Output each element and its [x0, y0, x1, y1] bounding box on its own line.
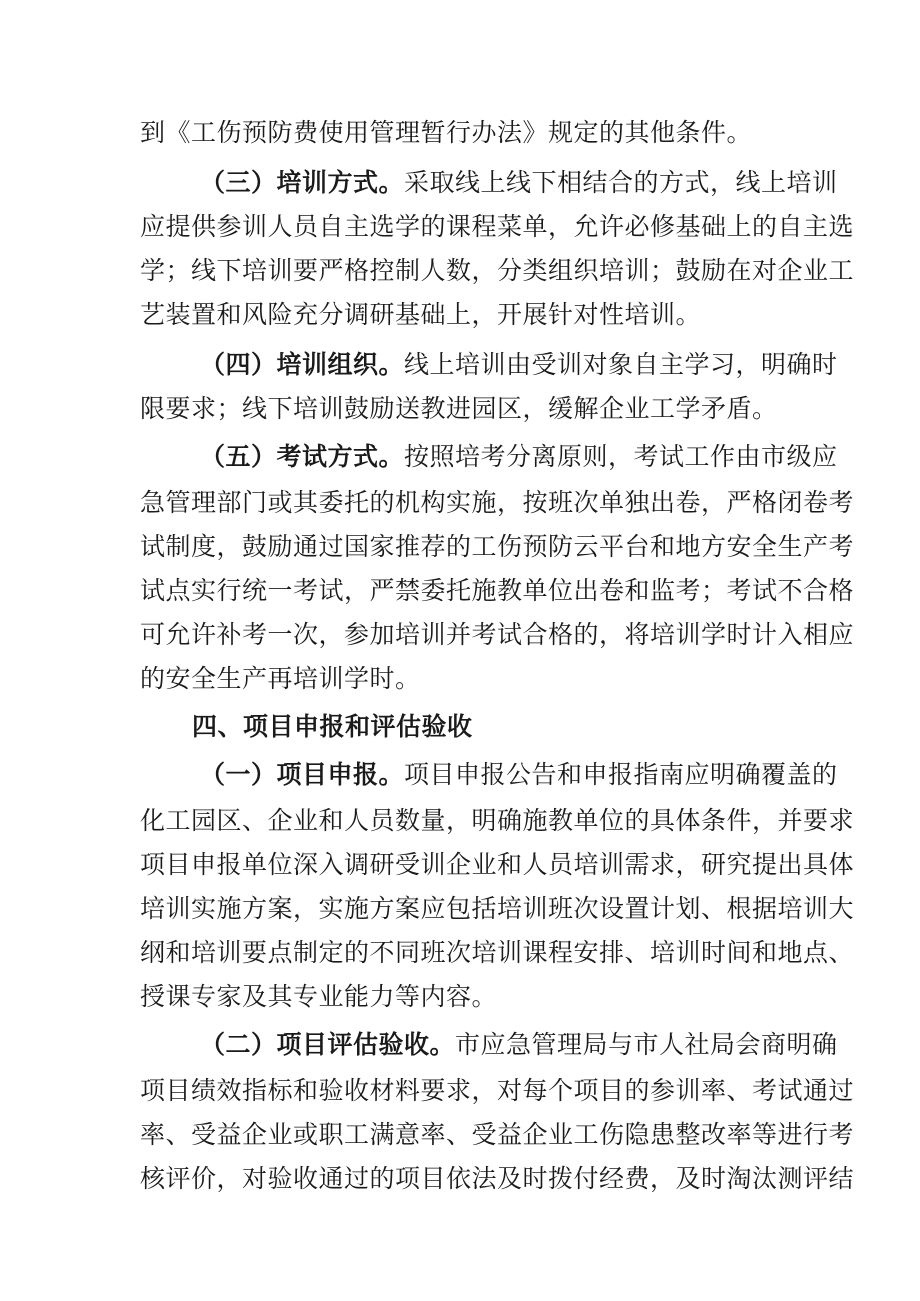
line-text: 的安全生产再培训学时。 [140, 664, 421, 693]
text-line [140, 620, 854, 650]
text-line [140, 1164, 854, 1194]
line-text: 项目绩效指标和验收材料要求，对每个项目的参训率、考试通过 [140, 1076, 855, 1105]
line-text: 纲和培训要点制定的不同班次培训课程安排、培训时间和地点、 [140, 938, 855, 967]
line-text: 可允许补考一次，参加培训并考试合格的，将培训学时计入相应 [140, 620, 855, 649]
text-line [140, 664, 421, 694]
paragraph-project-evaluation [200, 1030, 838, 1060]
line-text: 核评价，对验收通过的项目依法及时拨付经费，及时淘汰测评结 [140, 1164, 855, 1193]
text-line [140, 212, 854, 242]
bold-heading-project-application: （一）项目申报。 [200, 760, 405, 789]
line-text: 急管理部门或其委托的机构实施，按班次单独出卷，严格闭卷考 [140, 488, 855, 517]
bold-heading-project-evaluation: （二）项目评估验收。 [200, 1030, 456, 1059]
bold-heading-training-organization: （四）培训组织。 [200, 350, 405, 379]
bold-heading-exam-method: （五）考试方式。 [200, 442, 405, 471]
line-text: 按照培考分离原则，考试工作由市级应 [404, 442, 838, 471]
text-line [140, 532, 854, 562]
text-line [140, 850, 854, 880]
paragraph-exam-method [200, 442, 838, 472]
line-text: 采取线上线下相结合的方式，线上培训 [404, 168, 838, 197]
line-text: 项目申报公告和申报指南应明确覆盖的 [404, 760, 838, 789]
text-line [140, 938, 854, 968]
line-text: 学；线下培训要严格控制人数，分类组织培训；鼓励在对企业工 [140, 256, 855, 285]
text-line [140, 806, 854, 836]
line-text: 项目申报单位深入调研受训企业和人员培训需求，研究提出具体 [140, 850, 855, 879]
section-heading-text: 四、项目申报和评估验收 [192, 712, 473, 741]
line-text: 线上培训由受训对象自主学习，明确时 [404, 350, 838, 379]
line-text: 到《工伤预防费使用管理暂行办法》规定的其他条件。 [140, 118, 753, 147]
text-line [140, 894, 854, 924]
line-text: 限要求；线下培训鼓励送教进园区，缓解企业工学矛盾。 [140, 394, 778, 423]
line-text: 试制度，鼓励通过国家推荐的工伤预防云平台和地方安全生产考 [140, 532, 855, 561]
text-line [140, 576, 854, 606]
text-line [140, 488, 854, 518]
line-text: 艺装置和风险充分调研基础上，开展针对性培训。 [140, 300, 702, 329]
text-line [140, 982, 497, 1012]
bold-heading-training-method: （三）培训方式。 [200, 168, 405, 197]
text-line [140, 394, 778, 424]
line-text: 率、受益企业或职工满意率、受益企业工伤隐患整改率等进行考 [140, 1120, 855, 1149]
text-line [140, 1076, 854, 1106]
text-line [140, 118, 752, 148]
paragraph-training-organization [200, 350, 838, 380]
text-line [140, 1120, 854, 1150]
line-text: 化工园区、企业和人员数量，明确施教单位的具体条件，并要求 [140, 806, 855, 835]
text-line [140, 300, 701, 330]
line-text: 授课专家及其专业能力等内容。 [140, 982, 498, 1011]
line-text: 试点实行统一考试，严禁委托施教单位出卷和监考；考试不合格 [140, 576, 855, 605]
line-text: 培训实施方案，实施方案应包括培训班次设置计划、根据培训大 [140, 894, 855, 923]
line-text: 市应急管理局与市人社局会商明确 [455, 1030, 838, 1059]
line-text: 应提供参训人员自主选学的课程菜单，允许必修基础上的自主选 [140, 212, 855, 241]
text-line [140, 256, 854, 286]
section-heading [192, 712, 473, 742]
paragraph-training-method [200, 168, 838, 198]
paragraph-project-application [200, 760, 838, 790]
